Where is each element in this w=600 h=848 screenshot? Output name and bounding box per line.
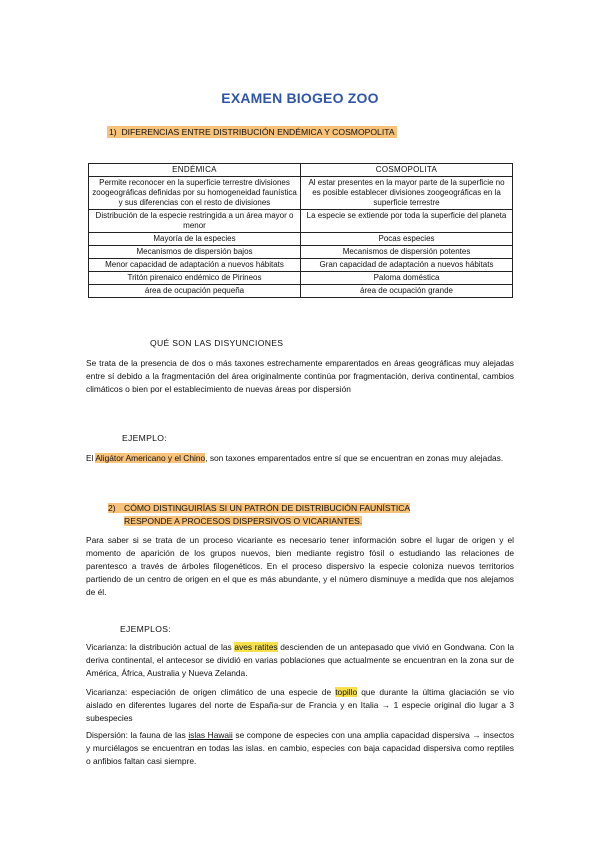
table-cell: Mayoría de la especies (89, 233, 301, 246)
section-2-heading (108, 502, 516, 528)
vicarianza-1-text (86, 641, 514, 680)
ejemplo-text (86, 452, 514, 465)
section-1-title: DIFERENCIAS ENTRE DISTRIBUCIÓN ENDÉMICA Y COSMOPOLITA (121, 127, 395, 137)
table-cell: Distribución de la especie restringida a un área mayor o menor (89, 210, 301, 233)
ejemplo-highlight: Aligátor Americano y el Chino (95, 453, 206, 463)
vicarianza-1-highlight: aves ratites (234, 642, 278, 652)
table-cell: Menor capacidad de adaptación a nuevos hábitats (89, 259, 301, 272)
vicarianza-2-post: que durante la última glaciación se vio aislado en diferentes lugares del norte de España-sur de Francia y en Italia → 1 especie original dio lugar a 3 subespecies (86, 687, 514, 723)
table-row (89, 210, 513, 233)
header-endemica: ENDÉMICA (89, 164, 301, 177)
table-cell: Permite reconocer en la superficie terrestre divisiones zoogeográficas definidas por su homogeneidad faunística y sus diferencias con el resto de divisiones (89, 177, 301, 210)
vicarianza-1-pre: Vicarianza: la distribución actual de las (86, 642, 235, 652)
vicarianza-2-pre: Vicarianza: especiación de origen climático de una especie de (86, 687, 336, 697)
dispersion-pre: Dispersión: la fauna de las (86, 730, 189, 740)
table-cell: Mecanismos de dispersión potentes (301, 246, 513, 259)
table-row (89, 233, 513, 246)
table-row (89, 246, 513, 259)
table-cell: área de ocupación pequeña (89, 285, 301, 298)
table-header-row (89, 164, 513, 177)
disyunciones-text: Se trata de la presencia de dos o más taxones estrechamente emparentados en áreas geográficas muy alejadas entre sí debido a la fragmentación del área originalmente continúa por fragmentación, deriva continental, cambios climáticos o bien por el establecimiento de nuevas áreas por dispersión (86, 358, 514, 394)
ejemplo-post: , son taxones emparentados entre sí que se encuentran en zonas muy alejadas. (205, 453, 504, 463)
table-cell: Al estar presentes en la mayor parte de la superficie no es posible establecer divisiones zoogeográficas en la superficie terrestre (301, 177, 513, 210)
section-2-text: Para saber si se trata de un proceso vicariante es necesario tener información sobre el lugar de origen y el momento de aparición de los grupos nuevos, bien mediante registro fósil o estudiando las relaciones de parentesco a través de árboles filogenéticos. En el proceso dispersivo la especie coloniza nuevos territorios partiendo de un centro de origen en el que es más abundante, y el número disminuye a medida que nos alejamos de él. (86, 535, 514, 597)
ejemplo-heading: EJEMPLO: (122, 433, 167, 443)
section-1-heading (107, 126, 397, 138)
table-row (89, 259, 513, 272)
ejemplo-pre: El (86, 453, 96, 463)
table-row (89, 285, 513, 298)
dispersion-post: se compone de especies con una amplia capacidad dispersiva → insectos y murciélagos se encuentran en todas las islas. en cambio, especies con baja capacidad dispersiva como reptiles o anfibios faltan casi siempre. (86, 730, 515, 766)
table-row (89, 272, 513, 285)
table-cell: área de ocupación grande (301, 285, 513, 298)
table-cell: La especie se extiende por toda la superficie del planeta (301, 210, 513, 233)
dispersion-underline: islas Hawaii (188, 730, 233, 740)
table-row (89, 177, 513, 210)
table-cell: Tritón pirenaico endémico de Pirineos (89, 272, 301, 285)
vicarianza-2-text (86, 686, 514, 725)
table-cell: Gran capacidad de adaptación a nuevos hábitats (301, 259, 513, 272)
section-2-line1: CÓMO DISTINGUIRÍAS SI UN PATRÓN DE DISTRIBUCIÓN FAUNÍSTICA (124, 503, 411, 513)
table-cell: Mecanismos de dispersión bajos (89, 246, 301, 259)
disyunciones-heading: QUÉ SON LAS DISYUNCIONES (150, 338, 284, 348)
dispersion-text (86, 729, 514, 768)
comparison-table (88, 163, 513, 298)
section-2-number: 2) (108, 503, 116, 513)
table-cell: Paloma doméstica (301, 272, 513, 285)
document-title: EXAMEN BIOGEO ZOO (221, 90, 379, 106)
vicarianza-1-post: descienden de un antepasado que vivió en Gondwana. Con la deriva continental, el antecesor se dividió en varias poblaciones que actualmente se encuentran en la zona sur de América, África, Australia y Nueva Zelanda. (86, 642, 515, 678)
vicarianza-2-highlight: topillo (335, 687, 358, 697)
ejemplos-heading: EJEMPLOS: (120, 624, 171, 634)
table-cell: Pocas especies (301, 233, 513, 246)
header-cosmopolita: COSMOPOLITA (301, 164, 513, 177)
section-2-line2: RESPONDE A PROCESOS DISPERSIVOS O VICARIANTES. (124, 516, 363, 526)
section-1-number: 1) (109, 127, 117, 137)
